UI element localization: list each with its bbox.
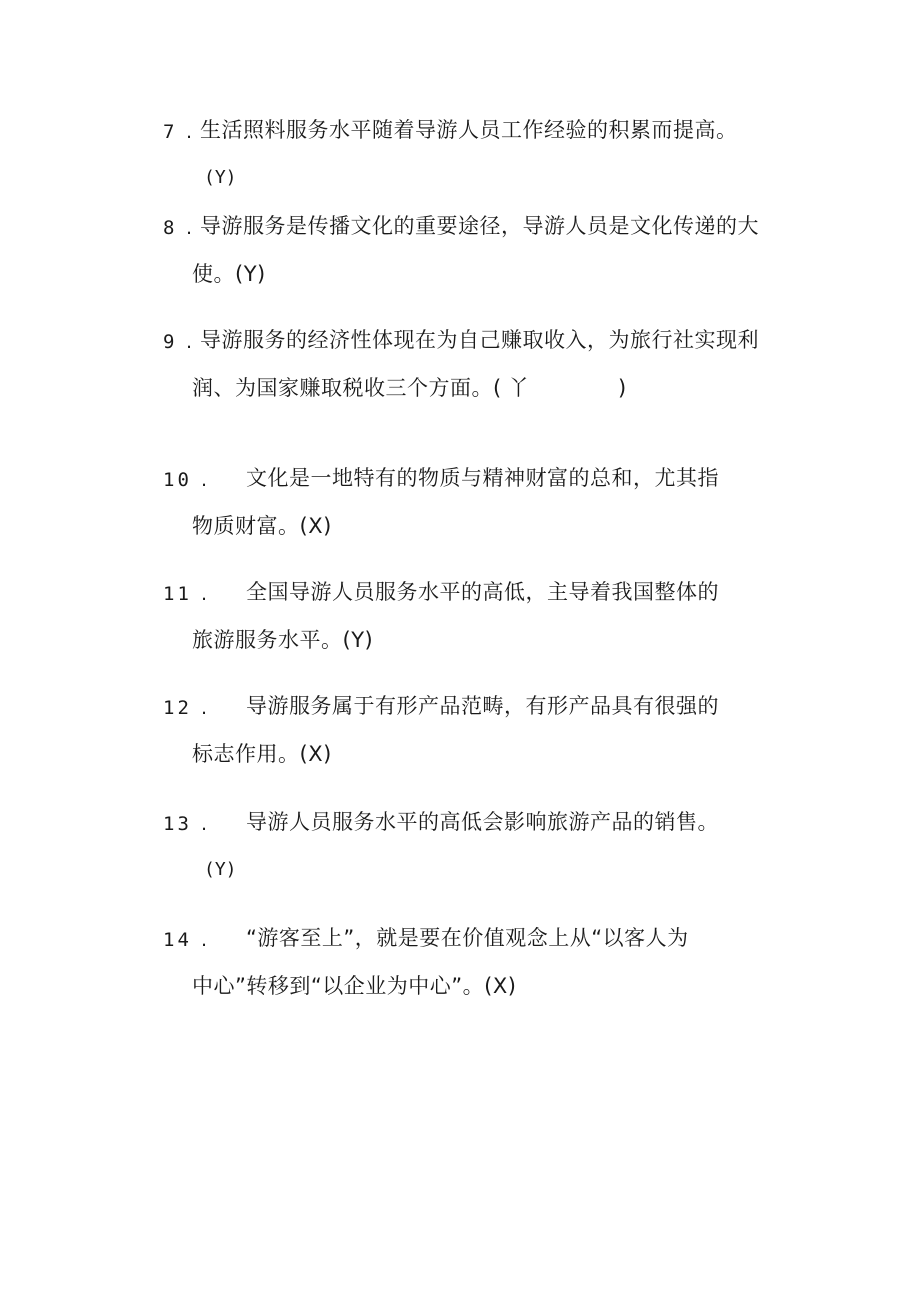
item-answer: (Y) <box>204 167 237 188</box>
item-text-line1: “游客至上”，就是要在价值观念上从“以客人为 <box>246 926 689 950</box>
item-number: 7 <box>163 121 178 143</box>
item-text-line1: 导游人员服务水平的高低会影响旅游产品的销售。 <box>246 810 719 834</box>
item-text-line2: 旅游服务水平。(Y) <box>192 628 374 652</box>
item-text-line1: 导游服务属于有形产品范畴，有形产品具有很强的 <box>246 694 719 718</box>
item-text-line1: 文化是一地特有的物质与精神财富的总和，尤其指 <box>246 466 719 490</box>
item-number: 13 <box>163 813 192 835</box>
item-number: 12 <box>163 697 192 719</box>
item-answer: (Y) <box>204 859 237 880</box>
item-separator: . <box>201 929 208 951</box>
item-separator: . <box>186 331 193 353</box>
item-number: 14 <box>163 929 192 951</box>
item-number: 8 <box>163 217 178 239</box>
item-text-line2: 中心”转移到“以企业为中心”。(X) <box>192 974 517 998</box>
item-text-line2: 润、为国家赚取税收三个方面。( <box>192 376 502 400</box>
item-text-line1: 生活照料服务水平随着导游人员工作经验的积累而提高。 <box>200 118 738 142</box>
item-text-line1: 全国导游人员服务水平的高低，主导着我国整体的 <box>246 580 719 604</box>
item-separator: . <box>186 121 193 143</box>
item-text-line2: 使。(Y) <box>192 262 266 286</box>
item-number: 10 <box>163 469 192 491</box>
item-number: 11 <box>163 583 192 605</box>
item-text-line1: 导游服务是传播文化的重要途径，导游人员是文化传递的大 <box>200 214 759 238</box>
item-text-line1: 导游服务的经济性体现在为自己赚取收入，为旅行社实现利 <box>200 328 759 352</box>
item-separator: . <box>201 813 208 835</box>
item-separator: . <box>201 697 208 719</box>
item-number: 9 <box>163 331 178 353</box>
item-text-line2: 物质财富。(X) <box>192 514 332 538</box>
item-answer-close: ) <box>618 376 627 400</box>
item-separator: . <box>201 583 208 605</box>
item-answer: 丫 <box>508 376 530 400</box>
item-separator: . <box>186 217 193 239</box>
item-text-line2: 标志作用。(X) <box>192 742 332 766</box>
item-separator: . <box>201 469 208 491</box>
